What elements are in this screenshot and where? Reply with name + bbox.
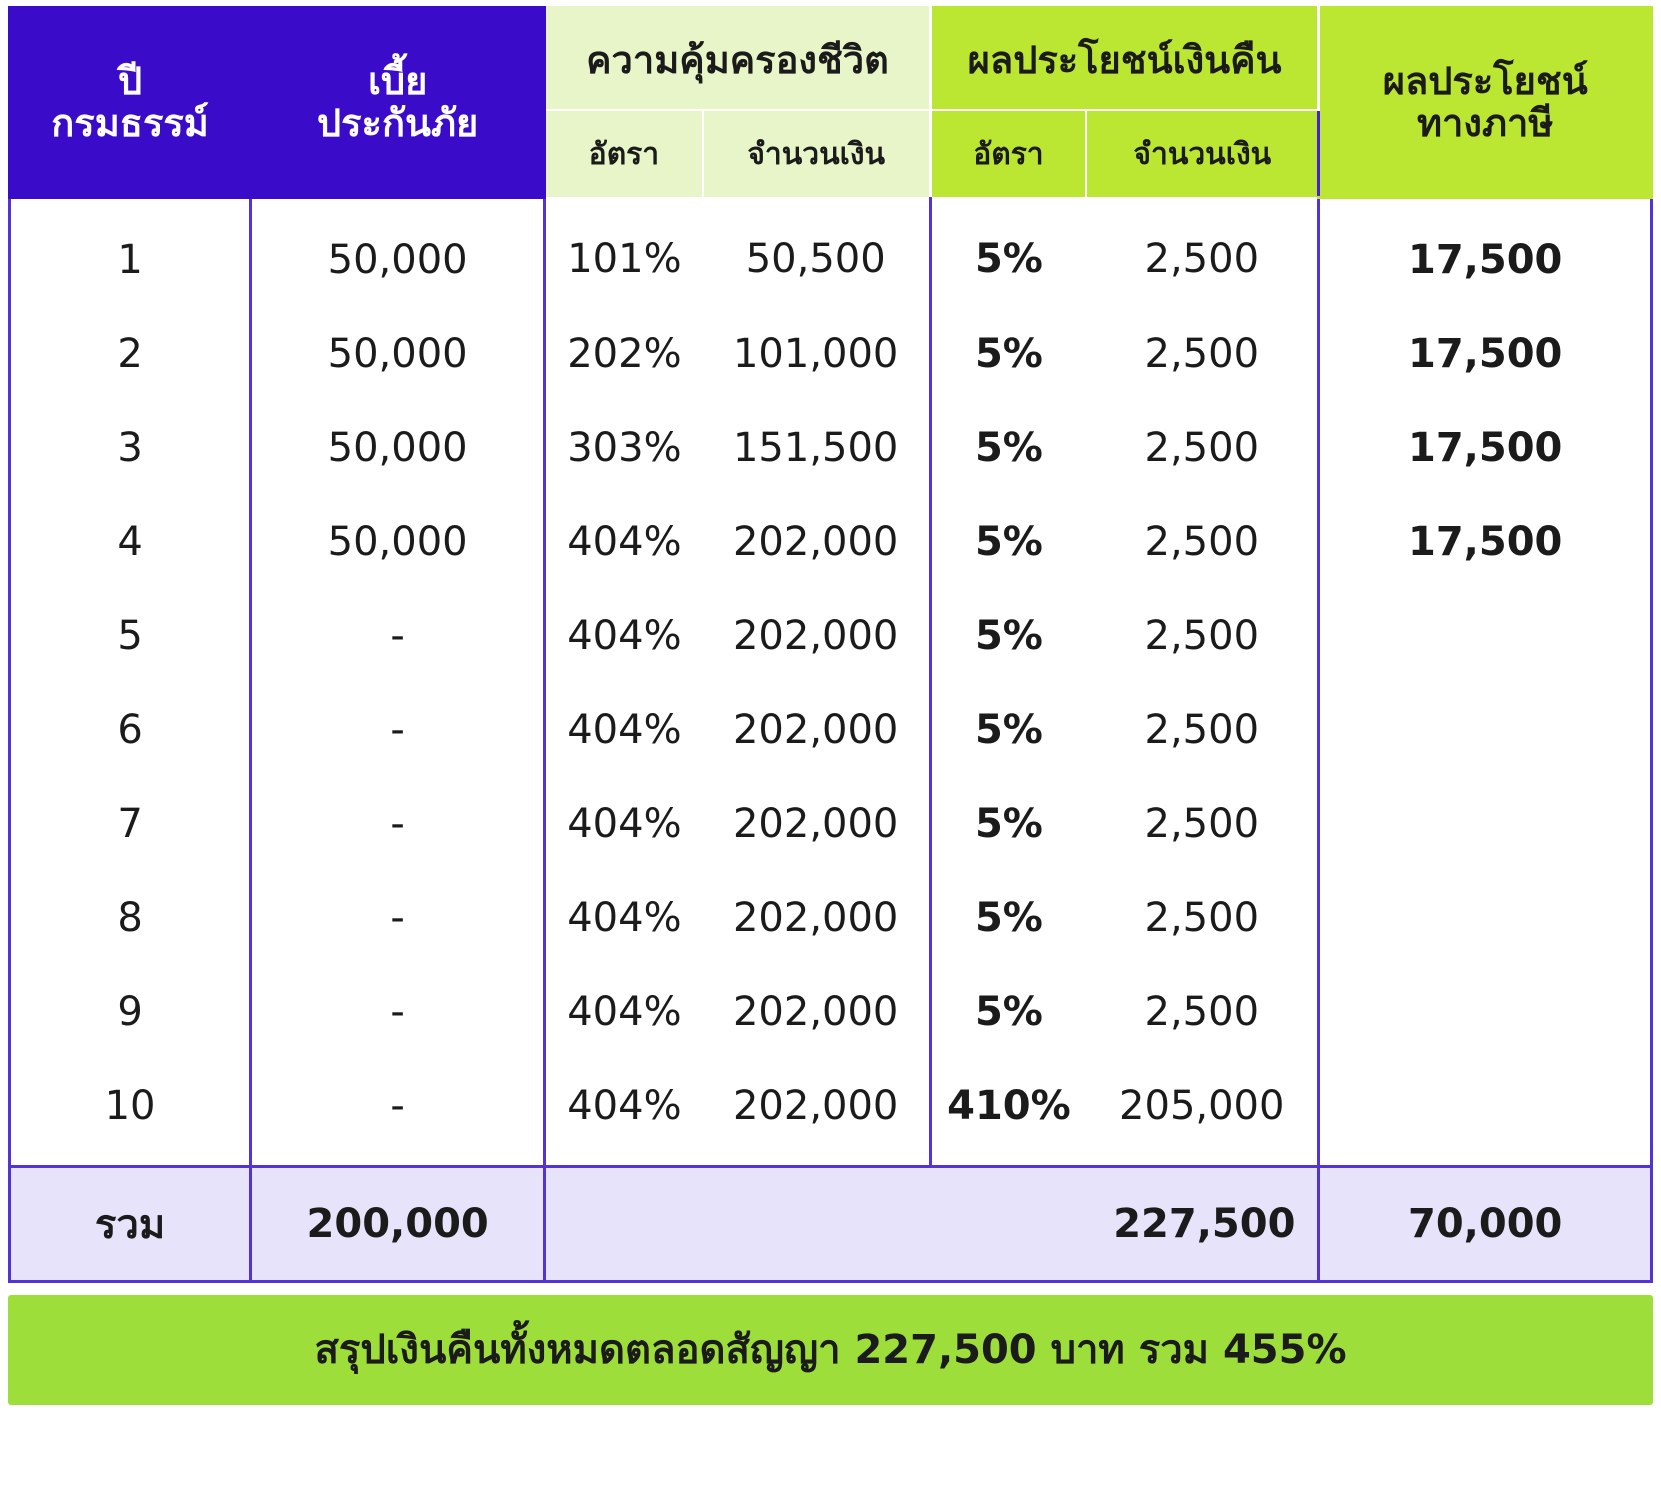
table-row [10,197,1652,307]
table-row [10,777,1652,871]
header-premium-line1: เบี้ย [367,58,428,103]
cell-coverage-amount: 202,000 [703,965,931,1059]
header-policy-year-line2: กรมธรรม์ [51,101,209,146]
table-row [10,589,1652,683]
cell-premium: 50,000 [251,401,545,495]
cell-year: 7 [10,777,251,871]
cell-premium: 50,000 [251,495,545,589]
cell-coverage-rate: 404% [545,589,703,683]
cell-premium: - [251,589,545,683]
header-policy-year [10,8,251,198]
cell-return-rate: 5% [930,307,1086,401]
cell-return-rate: 410% [930,1059,1086,1167]
cell-coverage-amount: 202,000 [703,589,931,683]
cell-year: 9 [10,965,251,1059]
header-policy-year-line1: ปี [117,58,143,103]
header-tax-benefit [1319,8,1652,198]
header-return-amount: จำนวนเงิน [1086,110,1319,197]
header-premium [251,8,545,198]
table-row [10,1059,1652,1167]
cell-year: 4 [10,495,251,589]
table-header [10,8,1652,198]
cell-coverage-amount: 202,000 [703,495,931,589]
total-tax-benefit: 70,000 [1319,1166,1652,1281]
table-row [10,495,1652,589]
cell-year: 5 [10,589,251,683]
cell-coverage-amount: 202,000 [703,777,931,871]
cell-premium: - [251,965,545,1059]
total-row [10,1166,1652,1281]
cell-return-rate: 5% [930,401,1086,495]
cell-tax-benefit [1319,683,1652,777]
cell-return-amount: 2,500 [1086,589,1319,683]
cell-premium: - [251,871,545,965]
header-premium-line2: ประกันภัย [317,101,479,146]
cell-coverage-amount: 101,000 [703,307,931,401]
cell-return-rate: 5% [930,777,1086,871]
header-coverage-amount: จำนวนเงิน [703,110,931,197]
cell-premium: 50,000 [251,197,545,307]
table-row [10,871,1652,965]
cell-return-rate: 5% [930,871,1086,965]
total-label: รวม [10,1166,251,1281]
cell-tax-benefit: 17,500 [1319,197,1652,307]
cell-coverage-rate: 404% [545,495,703,589]
cell-return-rate: 5% [930,197,1086,307]
cell-tax-benefit: 17,500 [1319,307,1652,401]
cell-premium: - [251,683,545,777]
cell-return-amount: 205,000 [1086,1059,1319,1167]
header-tax-benefit-line2: ทางภาษี [1417,101,1554,146]
cell-return-amount: 2,500 [1086,307,1319,401]
table-body [10,197,1652,1281]
cell-coverage-amount: 151,500 [703,401,931,495]
cell-tax-benefit [1319,777,1652,871]
cell-coverage-amount: 202,000 [703,683,931,777]
cell-coverage-amount: 202,000 [703,1059,931,1167]
cell-year: 3 [10,401,251,495]
cell-return-amount: 2,500 [1086,683,1319,777]
cell-return-rate: 5% [930,965,1086,1059]
cell-coverage-rate: 404% [545,965,703,1059]
total-premium: 200,000 [251,1166,545,1281]
cell-coverage-rate: 404% [545,683,703,777]
cell-return-amount: 2,500 [1086,871,1319,965]
table-row [10,401,1652,495]
cell-tax-benefit [1319,965,1652,1059]
cell-coverage-amount: 202,000 [703,871,931,965]
cell-tax-benefit [1319,871,1652,965]
table-row [10,683,1652,777]
cell-return-amount: 2,500 [1086,777,1319,871]
cell-return-amount: 2,500 [1086,401,1319,495]
cell-coverage-rate: 404% [545,777,703,871]
cell-coverage-rate: 404% [545,1059,703,1167]
cell-year: 8 [10,871,251,965]
cell-premium: 50,000 [251,307,545,401]
cell-year: 2 [10,307,251,401]
cell-tax-benefit: 17,500 [1319,495,1652,589]
total-return-amount: 227,500 [545,1166,1319,1281]
cell-premium: - [251,777,545,871]
header-coverage-rate: อัตรา [545,110,703,197]
cell-tax-benefit [1319,589,1652,683]
cell-year: 10 [10,1059,251,1167]
cell-coverage-rate: 202% [545,307,703,401]
cell-coverage-rate: 101% [545,197,703,307]
cell-return-rate: 5% [930,495,1086,589]
cell-return-rate: 5% [930,683,1086,777]
cell-year: 6 [10,683,251,777]
header-return-group: ผลประโยชน์เงินคืน [930,8,1319,111]
cell-return-amount: 2,500 [1086,495,1319,589]
table-row [10,307,1652,401]
cell-tax-benefit: 17,500 [1319,401,1652,495]
cell-coverage-rate: 303% [545,401,703,495]
header-coverage-group: ความคุ้มครองชีวิต [545,8,931,111]
cell-return-amount: 2,500 [1086,965,1319,1059]
header-tax-benefit-line1: ผลประโยชน์ [1382,58,1588,103]
summary-banner: สรุปเงินคืนทั้งหมดตลอดสัญญา 227,500 บาท รวม 455% [8,1295,1653,1405]
cell-tax-benefit [1319,1059,1652,1167]
cell-year: 1 [10,197,251,307]
cell-coverage-rate: 404% [545,871,703,965]
cell-return-amount: 2,500 [1086,197,1319,307]
cell-coverage-amount: 50,500 [703,197,931,307]
table-row [10,965,1652,1059]
cell-return-rate: 5% [930,589,1086,683]
header-return-rate: อัตรา [930,110,1086,197]
benefit-table [8,6,1653,1283]
cell-premium: - [251,1059,545,1167]
